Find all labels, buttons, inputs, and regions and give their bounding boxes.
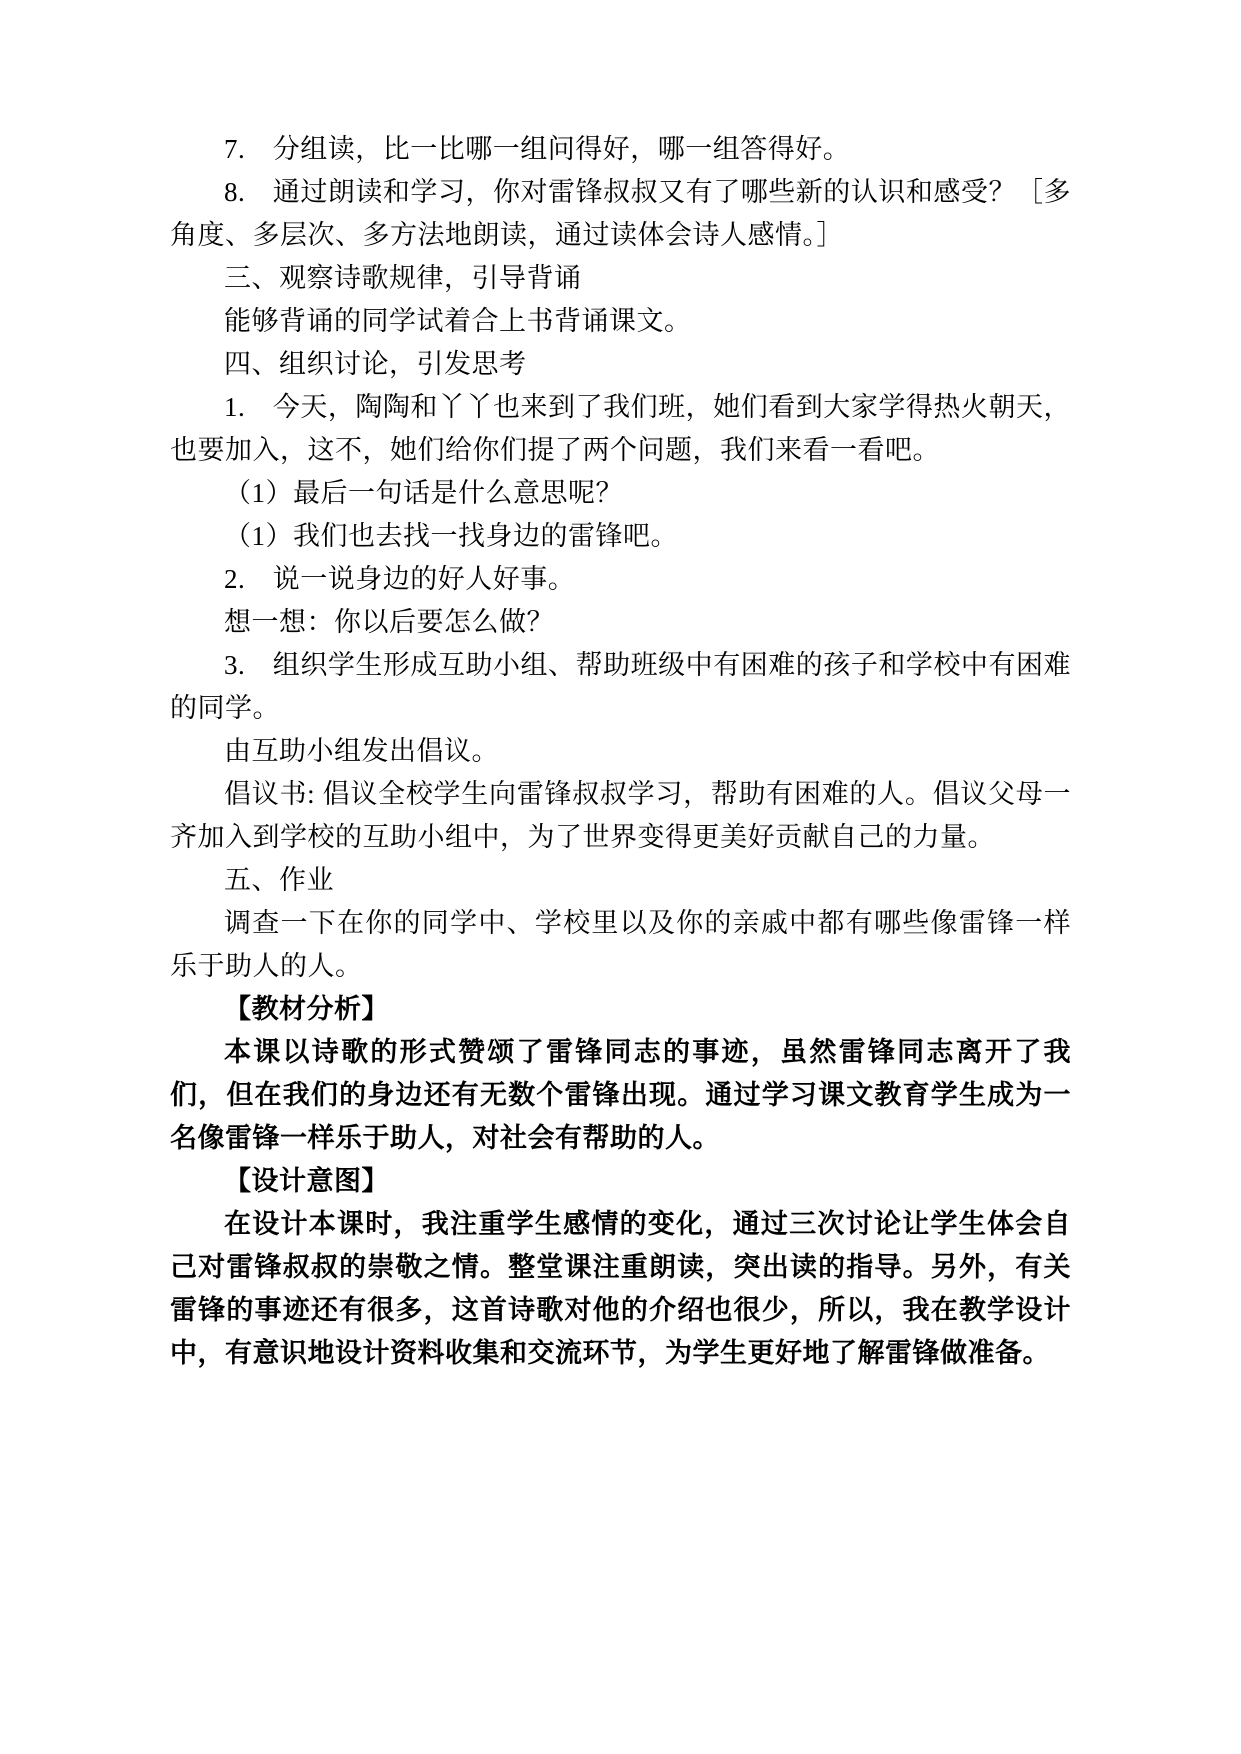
paragraph: 五、作业 [224, 865, 334, 895]
paragraph: 2. 说一说身边的好人好事。 [224, 564, 576, 594]
paragraph: 倡议书: 倡议全校学生向雷锋叔叔学习，帮助有困难的人。倡议父母一齐加入到学校的互助小组中，为了世界变得更美好贡献自己的力量。 [170, 779, 1071, 852]
paragraph: 由互助小组发出倡议。 [224, 736, 499, 766]
paragraph: 调查一下在你的同学中、学校里以及你的亲戚中都有哪些像雷锋一样乐于助人的人。 [170, 908, 1071, 981]
paragraph: 8. 通过朗读和学习，你对雷锋叔叔又有了哪些新的认识和感受？［多角度、多层次、多方法地朗读，通过读体会诗人感情。］ [170, 177, 1071, 250]
paragraph: 能够背诵的同学试着合上书背诵课文。 [224, 306, 692, 336]
paragraph: 在设计本课时，我注重学生感情的变化，通过三次讨论让学生体会自己对雷锋叔叔的崇敬之情。整堂课注重朗读，突出读的指导。另外，有关雷锋的事迹还有很多，这首诗歌对他的介绍也很少，所以，我在教学设计中，有意识地设计资料收集和交流环节，为学生更好地了解雷锋做准备。 [170, 1209, 1071, 1368]
section-heading: 【教材分析】 [224, 994, 389, 1024]
paragraph: 本课以诗歌的形式赞颂了雷锋同志的事迹，虽然雷锋同志离开了我们，但在我们的身边还有无数个雷锋出现。通过学习课文教育学生成为一名像雷锋一样乐于助人，对社会有帮助的人。 [170, 1037, 1071, 1153]
paragraph: （1）最后一句话是什么意思呢？ [224, 478, 623, 508]
paragraph: 3. 组织学生形成互助小组、帮助班级中有困难的孩子和学校中有困难的同学。 [170, 650, 1071, 723]
paragraph: 四、组织讨论，引发思考 [224, 349, 527, 379]
paragraph: 7. 分组读，比一比哪一组问得好，哪一组答得好。 [224, 134, 851, 164]
document-body [170, 128, 1071, 1375]
paragraph: （1）我们也去找一找身边的雷锋吧。 [224, 521, 678, 551]
section-heading: 【设计意图】 [224, 1166, 389, 1196]
paragraph: 三、观察诗歌规律，引导背诵 [224, 263, 582, 293]
paragraph: 1. 今天，陶陶和丫丫也来到了我们班，她们看到大家学得热火朝天，也要加入，这不，她们给你们提了两个问题，我们来看一看吧。 [170, 392, 1071, 465]
paragraph: 想一想：你以后要怎么做？ [224, 607, 554, 637]
